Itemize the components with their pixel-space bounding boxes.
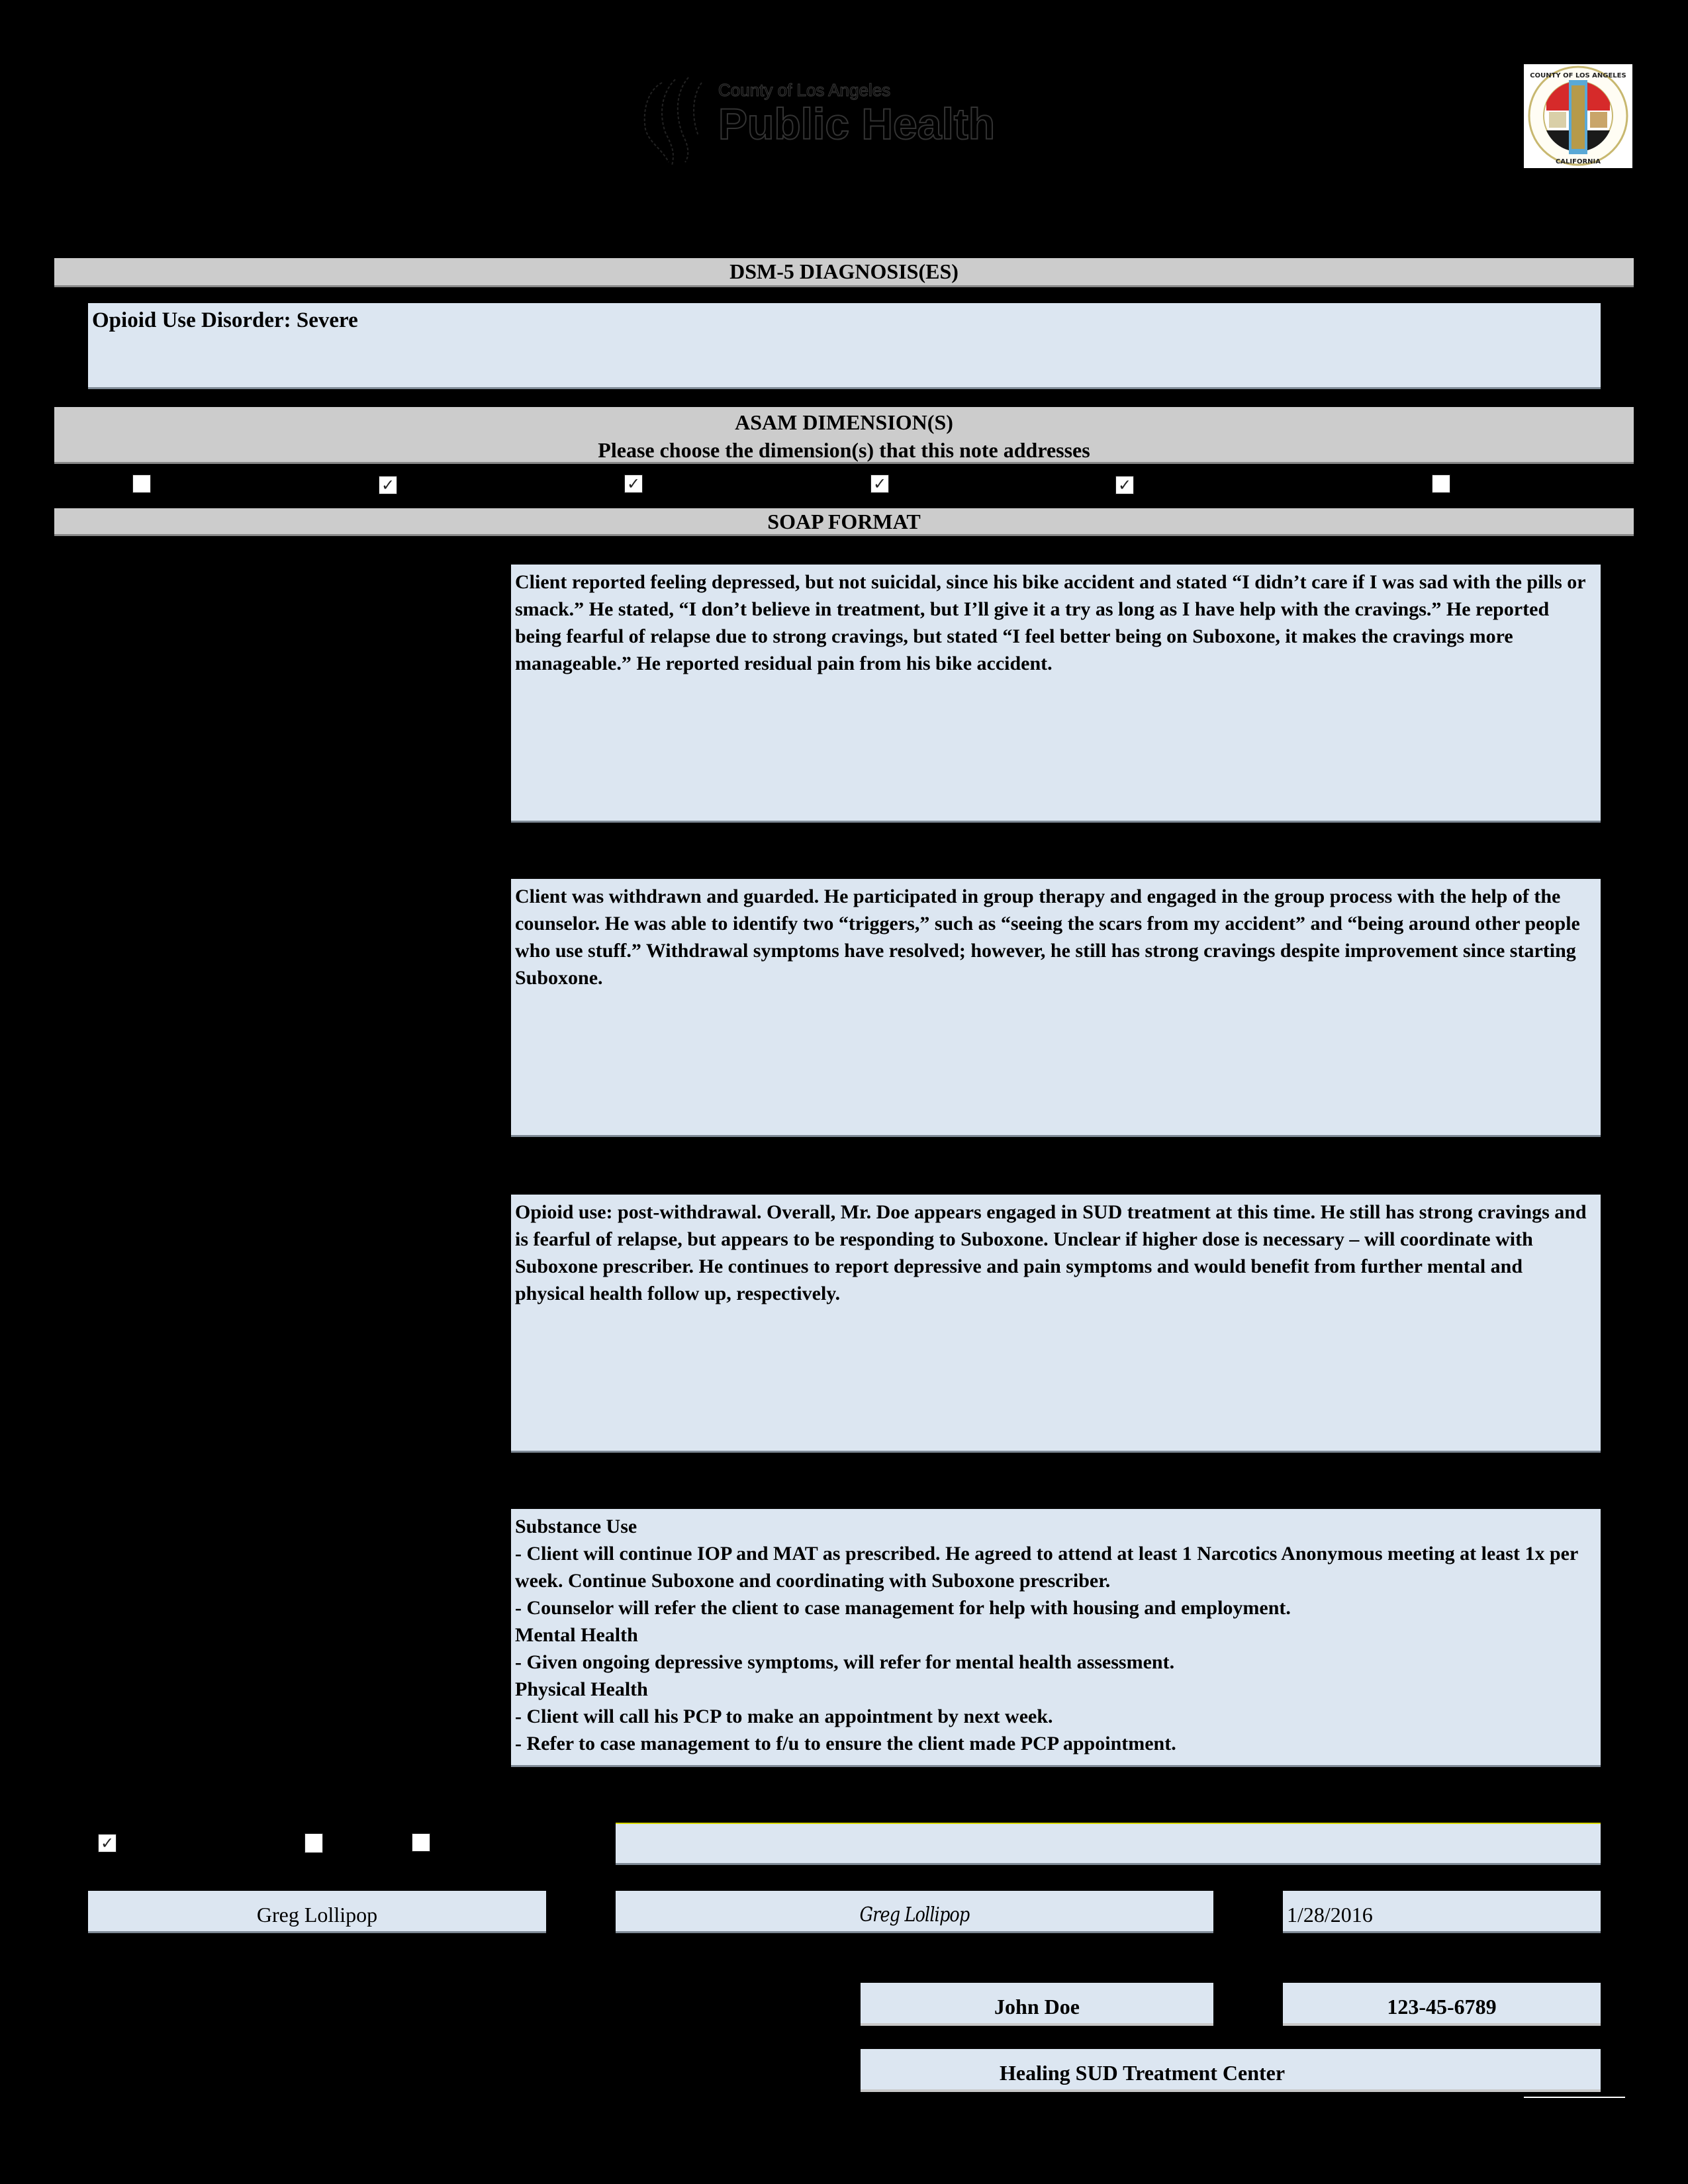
objective-field[interactable] — [511, 879, 1601, 1137]
county-seal-icon — [1524, 64, 1632, 168]
client-id-field[interactable] — [1283, 1983, 1601, 2026]
assessment-text: Opioid use: post-withdrawal. Overall, Mr. Doe appears engaged in SUD treatment at this time. He still has strong cravings and is fearful of relapse, but appears to be responding to Suboxone. Unclear if higher dose is necessary – will coordinate with Suboxone prescriber. He continues to report depressive and pain symptoms and would benefit from further mental and physical health follow up, respectively. — [515, 1201, 1587, 1304]
date-field[interactable] — [1283, 1891, 1601, 1933]
provider-signature-field[interactable] — [616, 1891, 1213, 1933]
agency-field[interactable] — [861, 2049, 1601, 2092]
plan-item: - Client will call his PCP to make an appointment by next week. — [515, 1706, 1053, 1727]
page-footer-rule — [1524, 2097, 1625, 2098]
plan-item: - Refer to case management to f/u to ensure the client made PCP appointment. — [515, 1733, 1176, 1754]
assessment-field[interactable] — [511, 1195, 1601, 1453]
objective-text: Client was withdrawn and guarded. He participated in group therapy and engaged in the group process with the help of the counselor. He was able to identify two “triggers,” such as “seeing the scars from my accident” and “being around other people who use stuff.” Withdrawal symptoms have resolved; however, he still has strong cravings despite improvement since starting Suboxone. — [515, 886, 1580, 989]
asam-dimension-5-checkbox[interactable] — [1115, 476, 1134, 494]
asam-dimension-6-checkbox[interactable] — [1432, 475, 1450, 493]
provider-name-value: Greg Lollipop — [256, 1903, 378, 1927]
subjective-text: Client reported feeling depressed, but not suicidal, since his bike accident and stated “I didn’t care if I was sad with the pills or smack.” He stated, “I don’t believe in treatment, but I’ll give it a try as long as I have help with the cravings.” He reported being fearful of relapse due to strong cravings, but stated “I feel better being on Suboxone, it makes the cravings more manageable.” He reported residual pain from his bike accident. — [515, 571, 1586, 674]
other-specify-field[interactable] — [616, 1823, 1601, 1865]
subjective-field[interactable] — [511, 565, 1601, 823]
public-health-logo — [635, 63, 993, 169]
checkmark-icon: ✓ — [100, 1834, 115, 1852]
svg-text:COUNTY OF LOS ANGELES: COUNTY OF LOS ANGELES — [1530, 72, 1626, 79]
asam-section-subtitle: Please choose the dimension(s) that this note addresses — [598, 438, 1090, 462]
soap-section-title: SOAP FORMAT — [767, 510, 921, 533]
footer-option-3-checkbox[interactable] — [412, 1833, 430, 1852]
plan-heading-substance-use: Substance Use — [515, 1516, 637, 1537]
footer-option-2-checkbox[interactable] — [305, 1833, 323, 1853]
soap-section-header — [54, 508, 1634, 536]
asam-dimension-1-checkbox[interactable] — [132, 475, 151, 493]
asam-section-header — [54, 407, 1634, 464]
client-id-value: 123-45-6789 — [1387, 1995, 1497, 2019]
client-name-value: John Doe — [994, 1995, 1080, 2019]
plan-field[interactable] — [511, 1509, 1601, 1767]
checkmark-icon: ✓ — [381, 476, 395, 494]
date-value: 1/28/2016 — [1287, 1903, 1373, 1927]
provider-name-field[interactable] — [88, 1891, 546, 1933]
asam-dimension-4-checkbox[interactable] — [870, 475, 889, 493]
footer-option-1-checkbox[interactable] — [98, 1834, 117, 1852]
diagnosis-value: Opioid Use Disorder: Severe — [92, 308, 358, 332]
provider-signature-value: Greg Lollipop — [859, 1903, 970, 1927]
client-name-field[interactable] — [861, 1983, 1213, 2026]
plan-heading-mental-health: Mental Health — [515, 1624, 638, 1646]
plan-item: - Given ongoing depressive symptoms, will refer for mental health assessment. — [515, 1651, 1175, 1673]
asam-dimension-2-checkbox[interactable] — [379, 476, 397, 494]
plan-item: - Counselor will refer the client to case management for help with housing and employment. — [515, 1597, 1291, 1619]
diagnosis-field[interactable] — [88, 303, 1601, 389]
agency-value: Healing SUD Treatment Center — [1000, 2061, 1286, 2085]
svg-text:CALIFORNIA: CALIFORNIA — [1555, 158, 1601, 165]
svg-text:County of Los Angeles: County of Los Angeles — [718, 80, 891, 100]
county-seal — [1524, 64, 1632, 168]
asam-dimension-3-checkbox[interactable] — [624, 475, 643, 493]
svg-text:Public Health: Public Health — [718, 99, 993, 148]
checkmark-icon: ✓ — [1117, 476, 1132, 494]
plan-item: - Client will continue IOP and MAT as prescribed. He agreed to attend at least 1 Narcotics Anonymous meeting at least 1x per week. Continue Suboxone and coordinating with Suboxone prescriber. — [515, 1543, 1578, 1592]
plan-heading-physical-health: Physical Health — [515, 1678, 648, 1700]
dsm-section-header — [54, 258, 1634, 287]
dsm-section-title: DSM-5 DIAGNOSIS(ES) — [729, 259, 959, 283]
public-health-logo-icon — [635, 63, 993, 169]
asam-section-title: ASAM DIMENSION(S) — [735, 410, 953, 434]
checkmark-icon: ✓ — [626, 475, 641, 493]
checkmark-icon: ✓ — [872, 475, 887, 493]
